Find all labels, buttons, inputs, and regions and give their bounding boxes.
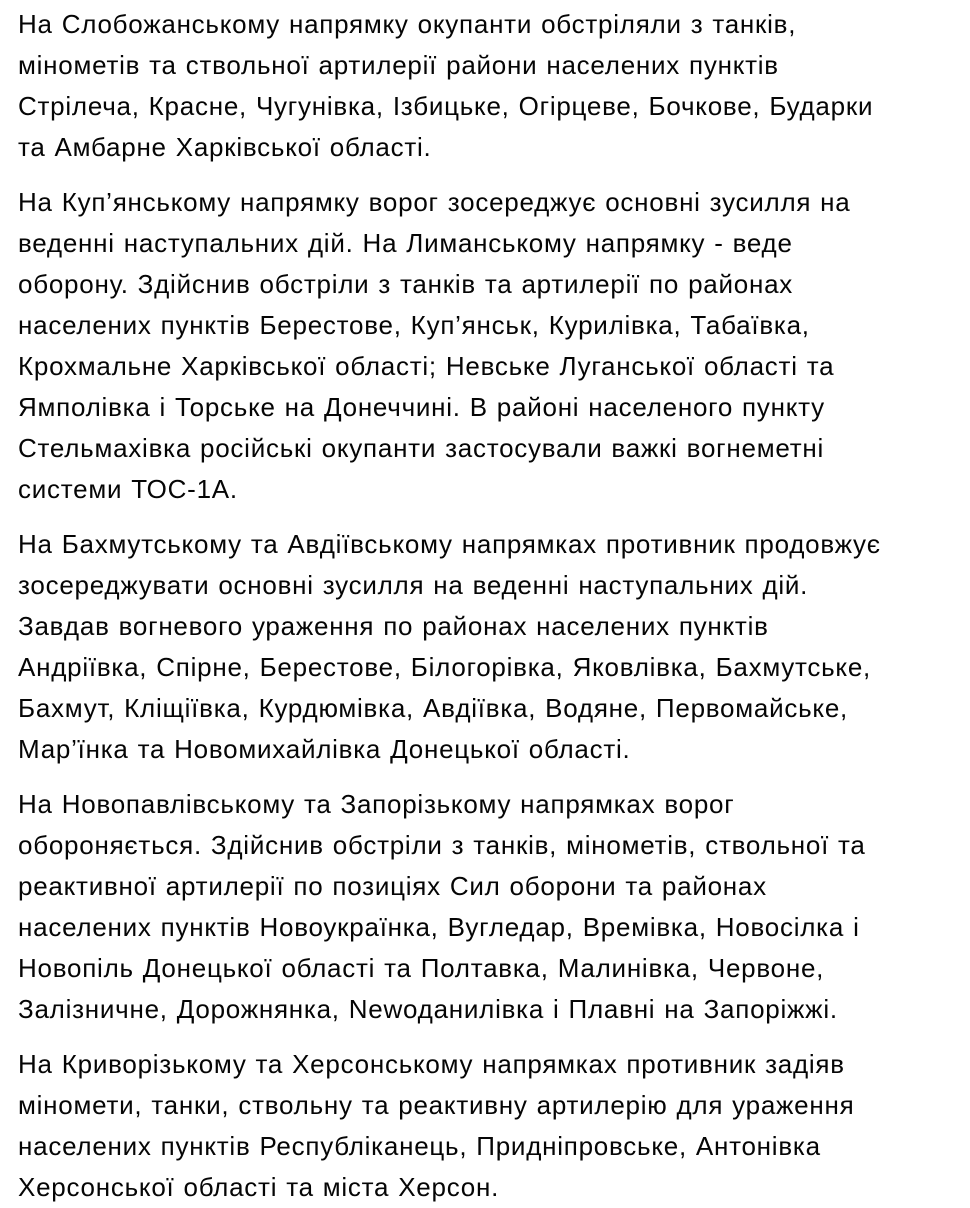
text-line: населених пунктів Республіканець, Придніпровське, Антонівка [18, 1131, 821, 1161]
paragraph-slobozhansky [18, 4, 950, 168]
text-line: Бахмут, Кліщіївка, Курдюмівка, Авдіївка, Водяне, Первомайське, [18, 693, 849, 723]
text-line: мінометів та ствольної артилерії райони населених пунктів [18, 50, 779, 80]
text-line: реактивної артилерії по позиціях Сил оборони та районах [18, 871, 767, 901]
text-line: На Новопавлівському та Запорізькому напрямках ворог [18, 789, 735, 819]
text-line: зосереджувати основні зусилля на веденні наступальних дій. [18, 570, 809, 600]
text-line: населених пунктів Новоукраїнка, Вугледар, Времівка, Новосілка і [18, 912, 860, 942]
text-line: та Амбарне Харківської області. [18, 132, 432, 162]
paragraph-bakhmut-avdiivka [18, 524, 950, 770]
text-line: На Слобожанському напрямку окупанти обстріляли з танків, [18, 9, 797, 39]
text-line: міномети, танки, ствольну та реактивну артилерію для ураження [18, 1090, 855, 1120]
text-line: Мар’їнка та Новомихайлівка Донецької області. [18, 734, 631, 764]
text-line: Андріївка, Спірне, Берестове, Білогорівка, Яковлівка, Бахмутське, [18, 652, 872, 682]
text-line: На Куп’янському напрямку ворог зосереджує основні зусилля на [18, 187, 851, 217]
text-line: Стрілеча, Красне, Чугунівка, Ізбицьке, Огірцеве, Бочкове, Бударки [18, 91, 874, 121]
text-line: оборону. Здійснив обстріли з танків та артилерії по районах [18, 269, 794, 299]
text-line: веденні наступальних дій. На Лиманському напрямку - веде [18, 228, 793, 258]
text-line: Херсонської області та міста Херсон. [18, 1172, 500, 1202]
text-line: обороняється. Здійснив обстріли з танків, мінометів, ствольної та [18, 830, 866, 860]
text-line: Стельмахівка російські окупанти застосували важкі вогнеметні [18, 433, 824, 463]
text-line: Крохмальне Харківської області; Невське Луганської області та [18, 351, 835, 381]
paragraph-kupiansk [18, 182, 950, 510]
text-line: На Бахмутському та Авдіївському напрямках противник продовжує [18, 529, 881, 559]
text-line: Залізничне, Дорожнянка, Newоданилівка і Плавні на Запоріжжі. [18, 994, 838, 1024]
text-line: населених пунктів Берестове, Куп’янськ, Курилівка, Табаївка, [18, 310, 810, 340]
text-line: системи ТОС-1А. [18, 474, 238, 504]
paragraph-novopavlivka-zaporizhzhia [18, 784, 950, 1030]
text-line: На Криворізькому та Херсонському напрямках противник задіяв [18, 1049, 845, 1079]
text-line: Завдав вогневого ураження по районах населених пунктів [18, 611, 769, 641]
paragraph-kryvyi-rih-kherson [18, 1044, 950, 1208]
text-line: Новопіль Донецької області та Полтавка, Малинівка, Червоне, [18, 953, 825, 983]
text-line: Ямполівка і Торське на Донеччині. В районі населеного пункту [18, 392, 825, 422]
